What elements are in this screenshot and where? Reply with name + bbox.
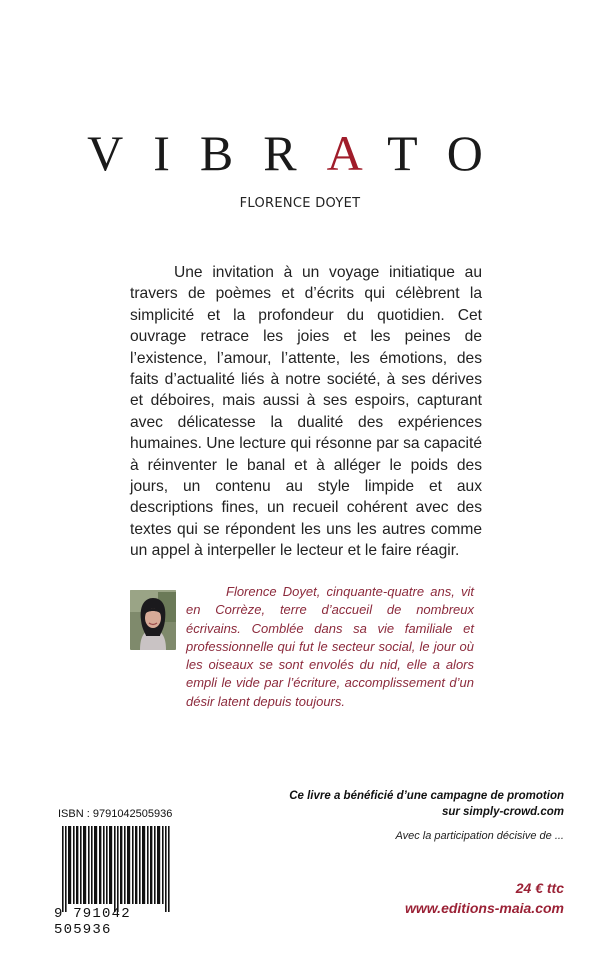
- isbn-barcode-digits: 9 791042 505936: [54, 906, 131, 938]
- book-price: 24 € ttc: [515, 880, 564, 896]
- bio-paragraph: Florence Doyet, cinquante-quatre ans, vit en Corrèze, terre d’accueil de nombreux écrivains. Comblée dans sa vie familiale et professionnelle qui fut le secteur social, le jour où les oiseaux se sont envolés du nid, elle a alors empli le vide par l’écriture, accomplissement d’un désir latent depuis toujours.: [186, 584, 474, 709]
- promotion-notice: [244, 788, 564, 820]
- promotion-line-1: Ce livre a bénéficié d’une campagne de promotion: [289, 790, 564, 802]
- promotion-line-2: sur simply-crowd.com: [441, 806, 564, 818]
- author-photo: [130, 590, 176, 650]
- title-accent-letter: A: [326, 125, 388, 181]
- publisher-website: www.editions-maia.com: [405, 900, 564, 916]
- blurb-paragraph: Une invitation à un voyage initiatique au travers de poèmes et d’écrits qui célèbrent la simplicité et la profondeur du quotidien. Cet ouvrage retrace les joies et les peines de l’existence, l’amour, l’attente, les émotions, des faits d’actualité liés à notre société, à ses dérives et déboires, mais aussi à ses espoirs, capturant avec délicatesse la dualité des expériences humaines. Une lecture qui résonne par sa capacité à réinventer le banal et à alléger le poids des jours, un contenu au style limpide et aux descriptions fines, un recueil cohérent avec des textes qui se répondent les uns les autres comme un appel à interpeller le lecteur et le faire réagir.: [130, 264, 482, 560]
- title-part-1: VIBR: [87, 125, 327, 181]
- isbn-label: ISBN : 9791042505936: [58, 808, 173, 820]
- book-title: [0, 125, 600, 181]
- author-name: FLORENCE DOYET: [239, 196, 361, 211]
- author-bio: [186, 583, 474, 711]
- book-blurb: [130, 262, 482, 562]
- title-part-2: TO: [387, 125, 513, 181]
- isbn-barcode: [58, 826, 174, 918]
- participation-note: Avec la participation décisive de ...: [395, 830, 564, 842]
